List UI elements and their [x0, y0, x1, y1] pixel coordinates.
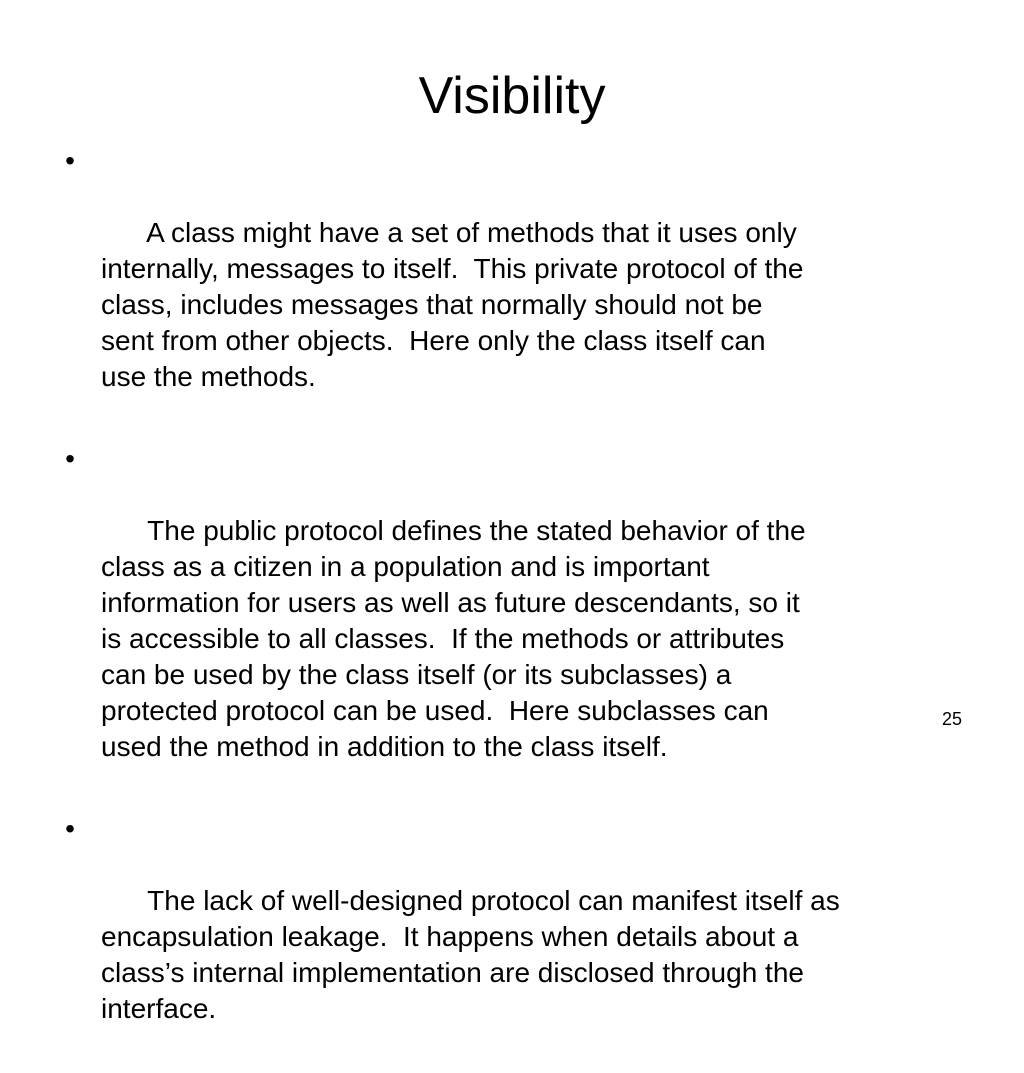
- bullet-item-3: [60, 811, 965, 1063]
- bullet-text: A class might have a set of methods that it uses only internally, messages to itself. This private protocol of the class, includes messages that normally should not be sent from other objects. Here only the class itself can use the methods.: [101, 217, 804, 392]
- bullet-text: The public protocol defines the stated behavior of the class as a citizen in a population and is important information for users as well as future descendants, so it is accessible to all classes. If the methods or attributes can be used by the class itself (or its subclasses) a protected protocol can be used. Here subclasses can used the method in addition to the class itself.: [101, 515, 806, 762]
- slide-title: Visibility: [418, 67, 606, 125]
- bullet-icon: •: [65, 443, 75, 474]
- bullet-item-1: [60, 143, 965, 431]
- bullet-list: [60, 143, 965, 1073]
- bullet-icon: •: [65, 145, 75, 176]
- bullet-item-2: [60, 441, 965, 801]
- bullet-icon: •: [65, 813, 75, 844]
- page-number: 25: [941, 709, 962, 729]
- bullet-text: The lack of well-designed protocol can manifest itself as encapsulation leakage. It happens when details about a class’s internal implementation are disclosed through the interface.: [101, 885, 840, 1024]
